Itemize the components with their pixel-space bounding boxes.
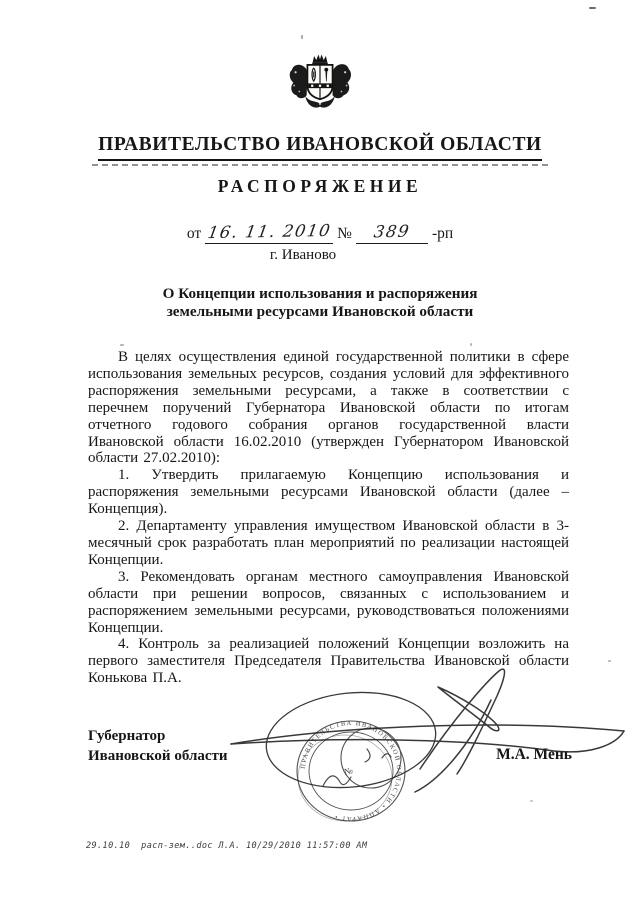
body-paragraphs: [88, 349, 569, 687]
scan-speck: [470, 343, 472, 346]
stamp-handwriting: [323, 749, 391, 786]
date-number-line: [0, 222, 640, 244]
handwritten-number: 389: [372, 221, 412, 242]
number-suffix: -рп: [431, 225, 454, 242]
stamp-ring-text: ПРАВИТЕЛЬСТВА ИВАНОВСКОЙ ОБЛАСТИ • АППАРАТ •: [299, 719, 403, 823]
scan-speck: [608, 660, 611, 662]
scan-speck: [530, 800, 533, 802]
stamp-center-mark: №: [343, 765, 354, 777]
number-field: [356, 222, 428, 244]
footer-file-note: 29.10.10 расп-зем..doc Л.А. 10/29/2010 11:57:00 AM: [86, 841, 368, 851]
signature-autograph: [231, 669, 624, 795]
paragraph: В целях осуществления единой государственной политики в сфере использования земельных ресурсов, создания условий для эффективного распоряжения земельными ресурсами, а также в соответствии с перечнем поручений Губернатора Ивановской области по итогам отчетного годового собрания органов государственной власти Ивановской области 16.02.2010 (утвержден Губернатором Ивановской области 27.02.2010):: [88, 349, 569, 467]
handwritten-date: 16. 11. 2010: [205, 220, 333, 243]
signer-position: [88, 727, 228, 766]
signer-position-line-1: Губернатор: [88, 728, 166, 744]
from-label: от: [186, 225, 202, 242]
subject-line-1: О Концепции использования и распоряжения: [162, 285, 478, 302]
document-type-title: РАСПОРЯЖЕНИЕ: [217, 176, 423, 196]
paragraph: 4. Контроль за реализацией положений Концепции возложить на первого заместителя Председателя Правительства Ивановской области Конькова П.А.: [88, 636, 569, 687]
official-stamp-and-signature: [224, 654, 630, 866]
title-underline-dash: [92, 164, 548, 166]
paragraph: 3. Рекомендовать органам местного самоуправления Ивановской области при решении вопросов, связанных с использованием и распоряжением земельными ресурсами, руководствоваться положениями Концепции.: [88, 568, 569, 636]
date-field: [205, 222, 333, 244]
number-sign: №: [337, 225, 352, 242]
authority-title: ПРАВИТЕЛЬСТВО ИВАНОВСКОЙ ОБЛАСТИ: [98, 134, 542, 161]
scan-speck: [120, 344, 124, 346]
subject-title: [0, 285, 640, 320]
city-label: г. Иваново: [269, 247, 337, 263]
signer-name: М.А. Мень: [496, 746, 572, 763]
subject-line-2: земельными ресурсами Ивановской области: [166, 302, 474, 320]
signer-position-line-2: Ивановской области: [88, 747, 228, 764]
scan-speck: [301, 35, 303, 39]
scan-speck: [589, 7, 596, 9]
paragraph: 1. Утвердить прилагаемую Концепцию использования и распоряжения земельными ресурсами Ивановской области (далее – Концепция).: [88, 467, 569, 518]
paragraph: 2. Департаменту управления имуществом Ивановской области в 3-месячный срок разработать план мероприятий по реализации настоящей Концепции.: [88, 518, 569, 568]
coat-of-arms-icon: [283, 52, 357, 128]
